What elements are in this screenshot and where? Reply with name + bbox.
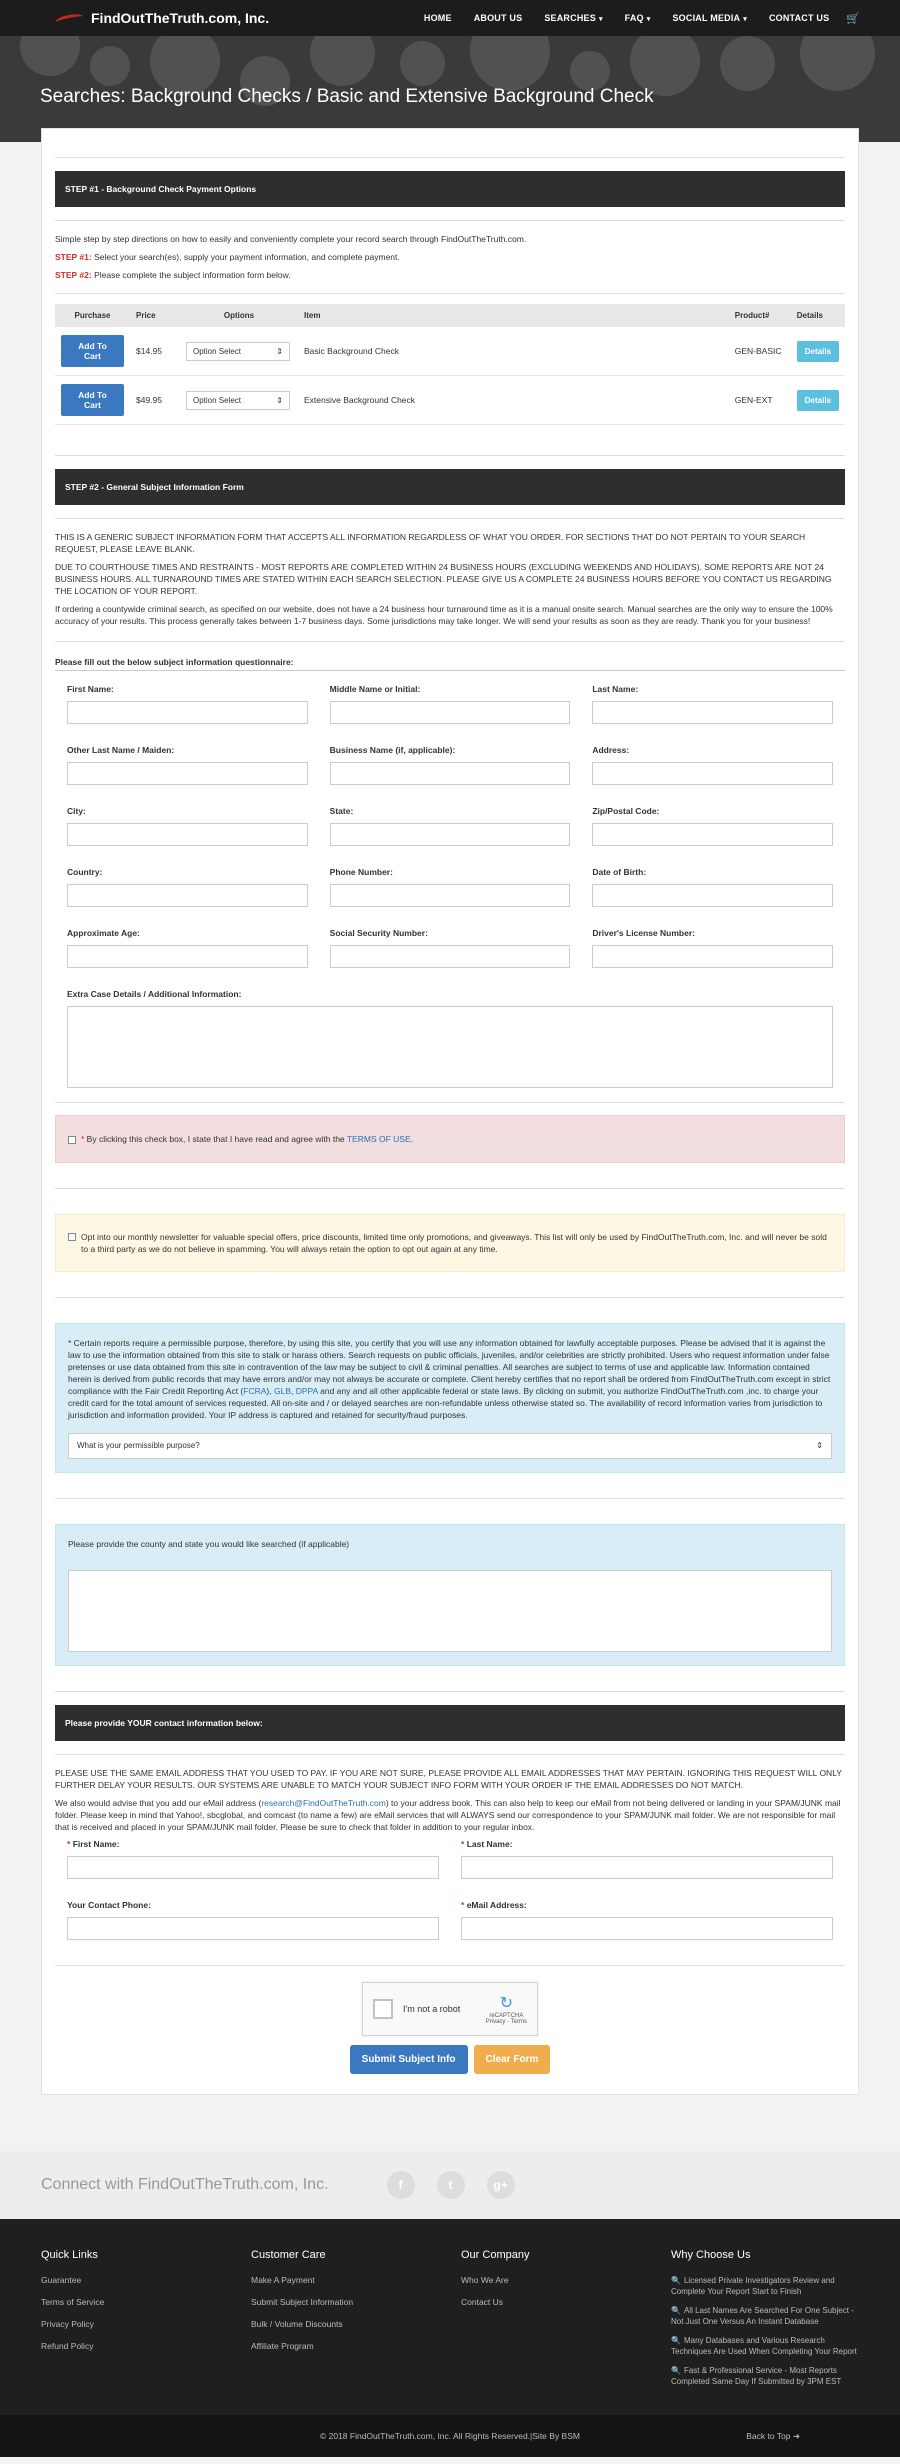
field-label: Date of Birth:	[592, 867, 647, 877]
fcra-link[interactable]: FCRA	[243, 1386, 267, 1396]
clear-form-button[interactable]: Clear Form	[474, 2045, 551, 2074]
terms-checkbox[interactable]	[68, 1136, 76, 1144]
add-to-cart-button[interactable]: Add To Cart	[61, 335, 124, 367]
county-label: Please provide the county and state you would like searched (if applicable)	[68, 1539, 350, 1549]
site-credit-link[interactable]: Site By BSM	[532, 2431, 580, 2441]
footer-connect	[0, 2151, 900, 2219]
contact-heading: Please provide YOUR contact information below:	[55, 1705, 845, 1741]
footer-col-title: Quick Links	[41, 2249, 98, 2261]
last-name-input[interactable]	[592, 701, 833, 724]
step2-text: Please complete the subject information form below.	[91, 270, 291, 280]
contact-first-text: First Name:	[72, 1839, 120, 1849]
contact-form	[55, 1839, 845, 1961]
footer-link-who-we-are[interactable]: Who We Are	[461, 2275, 509, 2285]
cart-icon[interactable]: 🛒	[846, 12, 860, 25]
details-button[interactable]: Details	[797, 341, 839, 362]
recaptcha-logo	[486, 1993, 527, 2025]
step1-text: Select your search(es), supply your payment information, and complete payment.	[91, 252, 400, 262]
contact-phone-input[interactable]	[67, 1917, 439, 1940]
why-text: Fast & Professional Service - Most Reports Completed Same Day If Submitted by 3PM EST	[671, 2366, 842, 2386]
nav-contact[interactable]: CONTACT US	[768, 13, 830, 23]
extra-details-label: Extra Case Details / Additional Information:	[67, 989, 242, 999]
option-select-value: Option Select	[193, 346, 242, 356]
required-star: *	[81, 1134, 85, 1144]
footer-col-title: Our Company	[461, 2249, 530, 2261]
step2-notice-3: If ordering a countywide criminal search, as specified on our website, does not have a 24 business hour turnaround time as it is a manual onsite search. Manual searches are the only way to ensure the 100% accuracy of your results. This process generally takes between 1-7 business days. Some jurisdictions may take longer. We will send your results as soon as they are ready. Thank you for your business!	[55, 604, 833, 626]
footer-bottom	[0, 2415, 900, 2457]
permissible-purpose-text	[68, 1337, 832, 1421]
field-label: Phone Number:	[329, 867, 393, 877]
required-star: *	[67, 1839, 71, 1849]
chevron-down-icon: ▾	[743, 16, 747, 23]
footer-why-choose-us	[671, 2249, 859, 2395]
business-name-input[interactable]	[330, 762, 571, 785]
contact-last-label	[461, 1839, 833, 1849]
city-input[interactable]	[67, 823, 308, 846]
advice-b: ) to your address book. This can also help to keep our eMail from not being delivered or landing in your SPAM/JUNK mail folder. Please keep in mind that Yahoo!, sbcglobal, and comcast (to name a few) are eMail services that will ALWAYS send our correspondence to your SPAM/JUNK mail folder. We are not responsible for mail that is received and placed in your SPAM/JUNK mail folder. Please be sure to check that folder in addition to your regular inbox.	[55, 1798, 841, 1832]
select-arrows-icon: ⇕	[276, 395, 283, 405]
product-cell: GEN-BASIC	[729, 327, 791, 376]
footer-link-bulk[interactable]: Bulk / Volume Discounts	[251, 2319, 343, 2329]
chevron-down-icon: ▾	[598, 16, 603, 23]
required-star: *	[461, 1839, 465, 1849]
why-item	[671, 2335, 859, 2357]
step1-heading: STEP #1 - Background Check Payment Options	[55, 171, 845, 207]
copyright: © 2018 FindOutTheTruth.com, Inc. All Rights Reserved.	[320, 2431, 531, 2441]
nav-social-media[interactable]	[661, 13, 757, 23]
footer-quick-links	[41, 2249, 251, 2395]
terms-of-use-link[interactable]: TERMS OF USE	[346, 1134, 411, 1144]
maiden-name-input[interactable]	[67, 762, 308, 785]
phone-input[interactable]	[330, 884, 571, 907]
footer-link-guarantee[interactable]: Guarantee	[41, 2275, 82, 2285]
terms-end: .	[410, 1134, 413, 1144]
contact-phone-label: Your Contact Phone:	[67, 1900, 151, 1910]
field-label: Country:	[67, 867, 103, 877]
contact-first-label	[67, 1839, 439, 1849]
footer-link-affiliate[interactable]: Affiliate Program	[251, 2341, 314, 2351]
select-arrows-icon: ⇕	[276, 346, 283, 356]
footer-link-contact[interactable]: Contact Us	[461, 2297, 504, 2307]
dppa-link[interactable]: DPPA	[295, 1386, 318, 1396]
step2-notice-1: THIS IS A GENERIC SUBJECT INFORMATION FORM THAT ACCEPTS ALL INFORMATION REGARDLESS OF WHAT YOU ORDER. FOR SECTIONS THAT DO NOT PERTAIN TO YOUR SEARCH REQUEST, PLEASE LEAVE BLANK.	[55, 532, 806, 554]
middle-name-input[interactable]	[330, 701, 571, 724]
permissible-text-a: * Certain reports require a permissible purpose, therefore, by using this site, you certify that you will use any information obtained for lawfully acceptable purposes. Please be advised that it is against the law to use the information obtained from this site to stalk or harass others. Search requests on public officials, juveniles, and/or celebrities are strictly prohibited. Users who request information under false pretenses or use data obtained from this site in contravention of the law may be subject to civil & criminal penalties. All searches are subject to terms of use and applicable law. Information contained herein is derived from public records that may have errors and/or may not always be accurate or complete. Client hereby certifies that no report shall be ordered from FindOutTheTruth.com except in strict compliance with the Fair Credit Reporting Act (	[68, 1338, 831, 1396]
nav-home[interactable]: HOME	[423, 13, 452, 23]
permissible-select-value: What is your permissible purpose?	[77, 1441, 200, 1450]
terms-alert	[55, 1115, 845, 1163]
footer-link-terms[interactable]: Terms of Service	[41, 2297, 105, 2307]
footer-our-company	[461, 2249, 671, 2395]
contact-last-name-input[interactable]	[461, 1856, 833, 1879]
why-text: Many Databases and Various Research Techniques Are Used When Completing Your Report	[671, 2336, 857, 2356]
item-cell: Extensive Background Check	[298, 376, 729, 425]
option-select[interactable]	[186, 342, 290, 361]
county-alert	[55, 1524, 845, 1666]
col-details: Details	[791, 304, 845, 327]
nav-social-label: SOCIAL MEDIA	[672, 13, 741, 23]
nav-about[interactable]: ABOUT US	[473, 13, 523, 23]
footer-links	[0, 2219, 900, 2415]
nav-faq[interactable]	[614, 13, 662, 23]
state-input[interactable]	[330, 823, 571, 846]
col-product: Product#	[729, 304, 791, 327]
why-text: All Last Names Are Searched For One Subject - Not Just One Versus An Instant Database	[671, 2306, 854, 2326]
first-name-input[interactable]	[67, 701, 308, 724]
research-email-link[interactable]: research@FindOutTheTruth.com	[261, 1798, 386, 1808]
step2-notice-2: DUE TO COURTHOUSE TIMES AND RESTRAINTS - MOST REPORTS ARE COMPLETED WITHIN 24 BUSINESS HOURS (EXCLUDING WEEKENDS AND HOLIDAYS). SOME REPORTS ARE NOT 24 BUSINESS HOURS. ALL TURNAROUND TIMES ARE STATED WITHIN EACH SEARCH SELECTION. PLEASE GIVE US A COMPLETE 24 BUSINESS HOURS BEFORE YOU CONTACT US REGARDING THE LOCATION OF YOUR REPORT.	[55, 562, 832, 596]
col-options: Options	[180, 304, 298, 327]
logo-swoosh-icon	[55, 11, 85, 25]
recaptcha-brand: reCAPTCHA	[489, 2013, 524, 2019]
option-select[interactable]	[186, 391, 290, 410]
top-navbar	[0, 0, 900, 36]
questionnaire-heading: Please fill out the below subject information questionnaire:	[55, 656, 845, 671]
extra-details-textarea[interactable]	[67, 1006, 833, 1088]
step2-instruction	[55, 269, 845, 281]
magnifier-icon: 🔍	[671, 2366, 681, 2375]
table-row	[55, 327, 845, 376]
magnifier-icon: 🔍	[671, 2276, 681, 2285]
subject-form	[55, 684, 845, 989]
zip-input[interactable]	[592, 823, 833, 846]
back-to-top-link[interactable]: Back to Top ➜	[746, 2430, 800, 2441]
contact-email-text: eMail Address:	[466, 1900, 527, 1910]
step1-instruction	[55, 251, 845, 263]
footer-link-refund[interactable]: Refund Policy	[41, 2341, 94, 2351]
step1-label: STEP #1:	[55, 252, 92, 262]
field-label: Address:	[592, 745, 630, 755]
main-menu	[413, 12, 860, 25]
recaptcha-icon: ↻	[499, 1995, 514, 2012]
form-buttons	[350, 2045, 551, 2074]
main-content	[41, 128, 859, 2095]
col-price: Price	[130, 304, 180, 327]
newsletter-text: Opt into our monthly newsletter for valuable special offers, price discounts, limited time only promotions, and giveaways. This list will only be used by FindOutTheTruth.com, Inc. and will never be sold to a third party as we do not believe in spamming. You will always retain the option to opt out again at any time.	[81, 1232, 827, 1254]
recaptcha-label: I'm not a robot	[403, 2004, 461, 2014]
county-textarea[interactable]	[68, 1570, 832, 1652]
newsletter-alert	[55, 1214, 845, 1272]
price-cell: $14.95	[130, 327, 180, 376]
submit-button[interactable]: Submit Subject Info	[350, 2045, 468, 2074]
footer-link-privacy[interactable]: Privacy Policy	[41, 2319, 94, 2329]
submit-area	[55, 1982, 845, 2074]
field-label: Other Last Name / Maiden:	[67, 745, 175, 755]
why-item	[671, 2275, 859, 2297]
page-title: Searches: Background Checks / Basic and Extensive Background Check	[40, 86, 654, 107]
footer-col-title: Why Choose Us	[671, 2249, 751, 2261]
field-label: City:	[67, 806, 86, 816]
contact-email-advice	[55, 1797, 845, 1833]
contact-first-name-input[interactable]	[67, 1856, 439, 1879]
table-row	[55, 376, 845, 425]
nav-searches[interactable]	[533, 13, 613, 23]
contact-notice: PLEASE USE THE SAME EMAIL ADDRESS THAT YOU USED TO PAY. IF YOU ARE NOT SURE, PLEASE PROVIDE ALL EMAIL ADDRESSES THAT MAY PERTAIN. IGNORING THIS REQUEST WILL ONLY FURTHER DELAY YOUR RESULTS. OUR SYSTEMS ARE UNABLE TO MATCH YOUR SUBJECT INFO FORM WITH YOUR ORDER IF THE EMAIL ADDRESSES DO NOT MATCH.	[55, 1768, 842, 1790]
contact-email-label	[461, 1900, 833, 1910]
google-plus-icon[interactable]: g+	[487, 2171, 515, 2199]
chevron-down-icon: ▾	[646, 16, 651, 23]
footer-link-submit-info[interactable]: Submit Subject Information	[251, 2297, 354, 2307]
field-label: Approximate Age:	[67, 928, 140, 938]
twitter-icon[interactable]: t	[437, 2171, 465, 2199]
field-label: Business Name (if, applicable):	[329, 745, 456, 755]
why-item	[671, 2305, 859, 2327]
select-arrows-icon: ⇕	[816, 1441, 823, 1450]
required-star: *	[461, 1900, 465, 1910]
details-button[interactable]: Details	[797, 390, 839, 411]
product-table	[55, 304, 845, 425]
field-label: State:	[329, 806, 354, 816]
field-label: Driver's License Number:	[592, 928, 695, 938]
col-purchase: Purchase	[55, 304, 130, 327]
step1-intro: Simple step by step directions on how to easily and conveniently complete your record search through FindOutTheTruth.com.	[55, 234, 527, 244]
nav-faq-label: FAQ	[624, 13, 644, 23]
hero-banner	[0, 36, 900, 142]
sep: ),	[266, 1386, 274, 1396]
ssn-input[interactable]	[330, 945, 571, 968]
license-input[interactable]	[592, 945, 833, 968]
permissible-purpose-alert	[55, 1323, 845, 1473]
field-label: Social Security Number:	[329, 928, 428, 938]
separator: |	[530, 2431, 533, 2441]
step2-heading: STEP #2 - General Subject Information Form	[55, 469, 845, 505]
advice-a: We also would advise that you add our eMail address (	[55, 1798, 262, 1808]
newsletter-checkbox[interactable]	[68, 1233, 76, 1241]
dob-input[interactable]	[592, 884, 833, 907]
address-input[interactable]	[592, 762, 833, 785]
product-cell: GEN-EXT	[729, 376, 791, 425]
permissible-purpose-select[interactable]	[68, 1433, 832, 1459]
col-item: Item	[298, 304, 729, 327]
step2-label: STEP #2:	[55, 270, 92, 280]
magnifier-icon: 🔍	[671, 2336, 681, 2345]
field-label: Middle Name or Initial:	[329, 684, 421, 694]
country-input[interactable]	[67, 884, 308, 907]
permissible-text-b: and any and all other applicable federal or state laws. By clicking on submit, you authorize FindOutTheTruth.com ,inc. to charge your credit card for the total amount of services requested. All on-site and / or delayed searches are non-refundable unless otherwise stated so. The availability of record information varies from jurisdiction to jurisdiction and information provided. Your IP address is captured and retained for security/fraud purposes.	[68, 1386, 823, 1420]
terms-text: By clicking this check box, I state that I have read and agree with the	[84, 1134, 347, 1144]
age-input[interactable]	[67, 945, 308, 968]
brand-name: FindOutTheTruth.com, Inc.	[91, 10, 270, 26]
field-label: First Name:	[67, 684, 114, 694]
footer-link-payment[interactable]: Make A Payment	[251, 2275, 315, 2285]
recaptcha-widget	[362, 1982, 538, 2036]
sep: ,	[291, 1386, 296, 1396]
price-cell: $49.95	[130, 376, 180, 425]
recaptcha-links[interactable]: Privacy - Terms	[485, 2019, 527, 2025]
contact-email-input[interactable]	[461, 1917, 833, 1940]
why-item	[671, 2365, 859, 2387]
why-text: Licensed Private Investigators Review and Complete Your Report Start to Finish	[671, 2276, 835, 2296]
recaptcha-checkbox[interactable]	[373, 1999, 393, 2019]
field-label: Zip/Postal Code:	[592, 806, 660, 816]
footer-col-title: Customer Care	[251, 2249, 326, 2261]
glb-link[interactable]: GLB	[273, 1386, 291, 1396]
contact-last-text: Last Name:	[466, 1839, 513, 1849]
option-select-value: Option Select	[193, 395, 242, 405]
field-label: Last Name:	[592, 684, 639, 694]
magnifier-icon: 🔍	[671, 2306, 681, 2315]
facebook-icon[interactable]: f	[387, 2171, 415, 2199]
add-to-cart-button[interactable]: Add To Cart	[61, 384, 124, 416]
connect-heading: Connect with FindOutTheTruth.com, Inc.	[41, 2176, 329, 2193]
brand-logo[interactable]	[55, 10, 269, 26]
item-cell: Basic Background Check	[298, 327, 729, 376]
footer-customer-care	[251, 2249, 461, 2395]
nav-searches-label: SEARCHES	[544, 13, 596, 23]
